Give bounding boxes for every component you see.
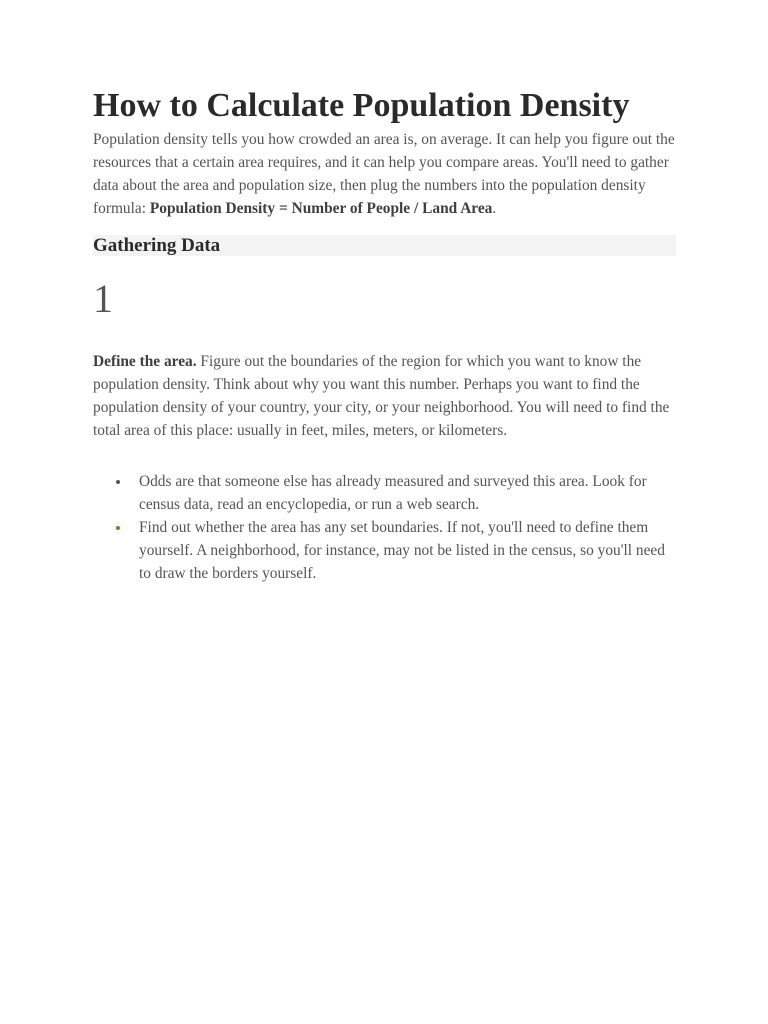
intro-end: .: [492, 200, 497, 217]
step-paragraph: [93, 350, 676, 442]
step-number: 1: [93, 276, 113, 321]
intro-paragraph: [93, 128, 676, 220]
bullet-icon: [116, 526, 120, 530]
step-lead: Define the area.: [93, 353, 197, 370]
list-item: [93, 516, 676, 585]
density-formula: Population Density = Number of People / Land Area: [149, 200, 493, 217]
tip-text: Find out whether the area has any set boundaries. If not, you'll need to define them yourself. A neighborhood, for instance, may not be listed in the census, so you'll need to draw the borders yourself.: [139, 519, 665, 582]
step-body: Figure out the boundaries of the region for which you want to know the population density. Think about why you want this number. Perhaps you want to find the population density of your country, your city, or your neighborhood. You will need to find the total area of this place: usually in feet, miles, meters, or kilometers.: [93, 353, 670, 439]
article: [93, 84, 676, 585]
tip-text: Odds are that someone else has already measured and surveyed this area. Look for census data, read an encyclopedia, or run a web search.: [139, 473, 647, 513]
tips-list: [93, 470, 676, 585]
bullet-icon: [116, 480, 120, 484]
article-title: How to Calculate Population Density: [93, 87, 630, 124]
intro-text: Population density tells you how crowded an area is, on average. It can help you figure out the resources that a certain area requires, and it can help you compare areas. You'll need to gather data about the area and population size, then plug the numbers into the population density formula:: [93, 131, 675, 217]
list-item: [93, 470, 676, 516]
section-heading: Gathering Data: [93, 235, 676, 256]
